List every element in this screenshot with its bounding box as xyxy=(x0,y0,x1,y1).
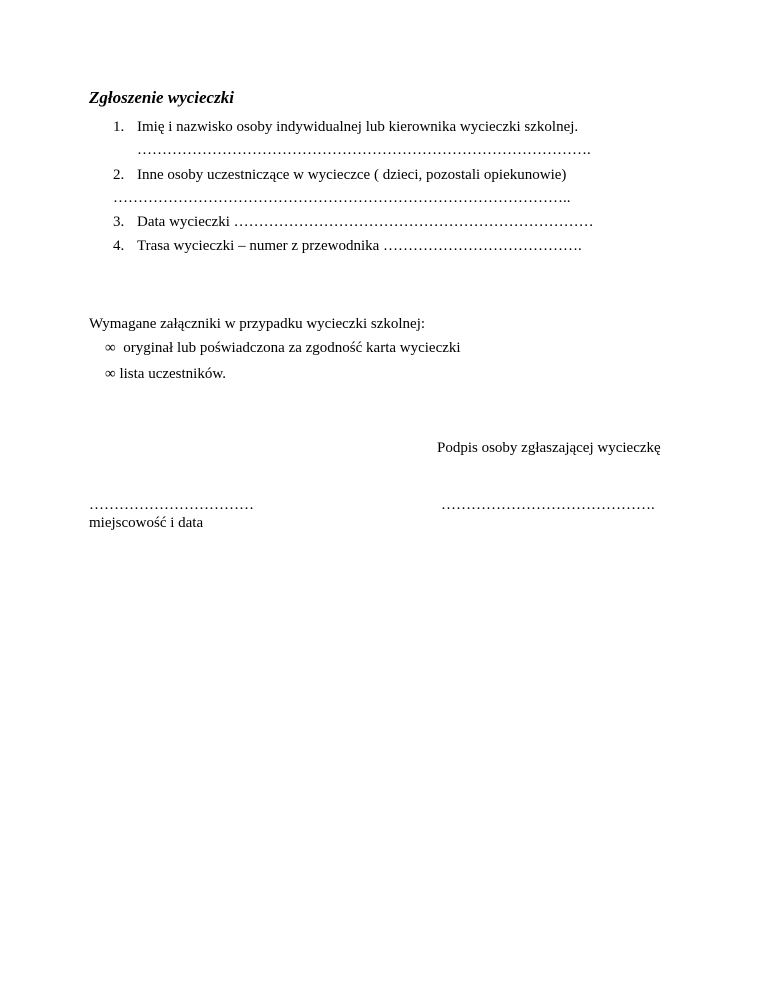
place-date-label: miejscowość i data xyxy=(89,515,204,531)
attachment-text: lista uczestników. xyxy=(119,366,226,382)
fill-in-line: ………………………………………………………………………………. xyxy=(137,142,591,158)
list-number: 3. xyxy=(113,214,125,230)
list-text: Imię i nazwisko osoby indywidualnej lub kierownika wycieczki szkolnej. xyxy=(137,119,579,135)
list-item-4 xyxy=(113,238,582,255)
list-number: 1. xyxy=(113,119,125,135)
list-number: 4. xyxy=(113,238,125,254)
attachment-text: oryginał lub poświadczona za zgodność karta wycieczki xyxy=(123,340,461,356)
list-text: Inne osoby uczestniczące w wycieczce ( dzieci, pozostali opiekunowie) xyxy=(137,167,567,183)
signature-line: ……………………………………. xyxy=(441,497,655,513)
infinity-bullet-icon: ∞ xyxy=(105,340,116,356)
list-item-2 xyxy=(113,167,566,184)
attachment-item-1 xyxy=(105,340,461,357)
infinity-bullet-icon: ∞ xyxy=(105,366,116,382)
place-date-line: …………………………… xyxy=(89,497,254,513)
fill-in-line: ……………………………………………………………………………….. xyxy=(113,190,571,206)
list-text: Data wycieczki ……………………………………………………………… xyxy=(137,214,594,230)
attachment-item-2 xyxy=(105,366,226,383)
attachments-heading: Wymagane załączniki w przypadku wycieczki szkolnej: xyxy=(89,316,426,332)
document-title: Zgłoszenie wycieczki xyxy=(89,88,234,107)
signature-label: Podpis osoby zgłaszającej wycieczkę xyxy=(437,440,661,456)
list-text: Trasa wycieczki – numer z przewodnika …………………………………. xyxy=(137,238,582,254)
list-item-1 xyxy=(113,119,578,136)
list-number: 2. xyxy=(113,167,125,183)
list-item-3 xyxy=(113,214,594,231)
